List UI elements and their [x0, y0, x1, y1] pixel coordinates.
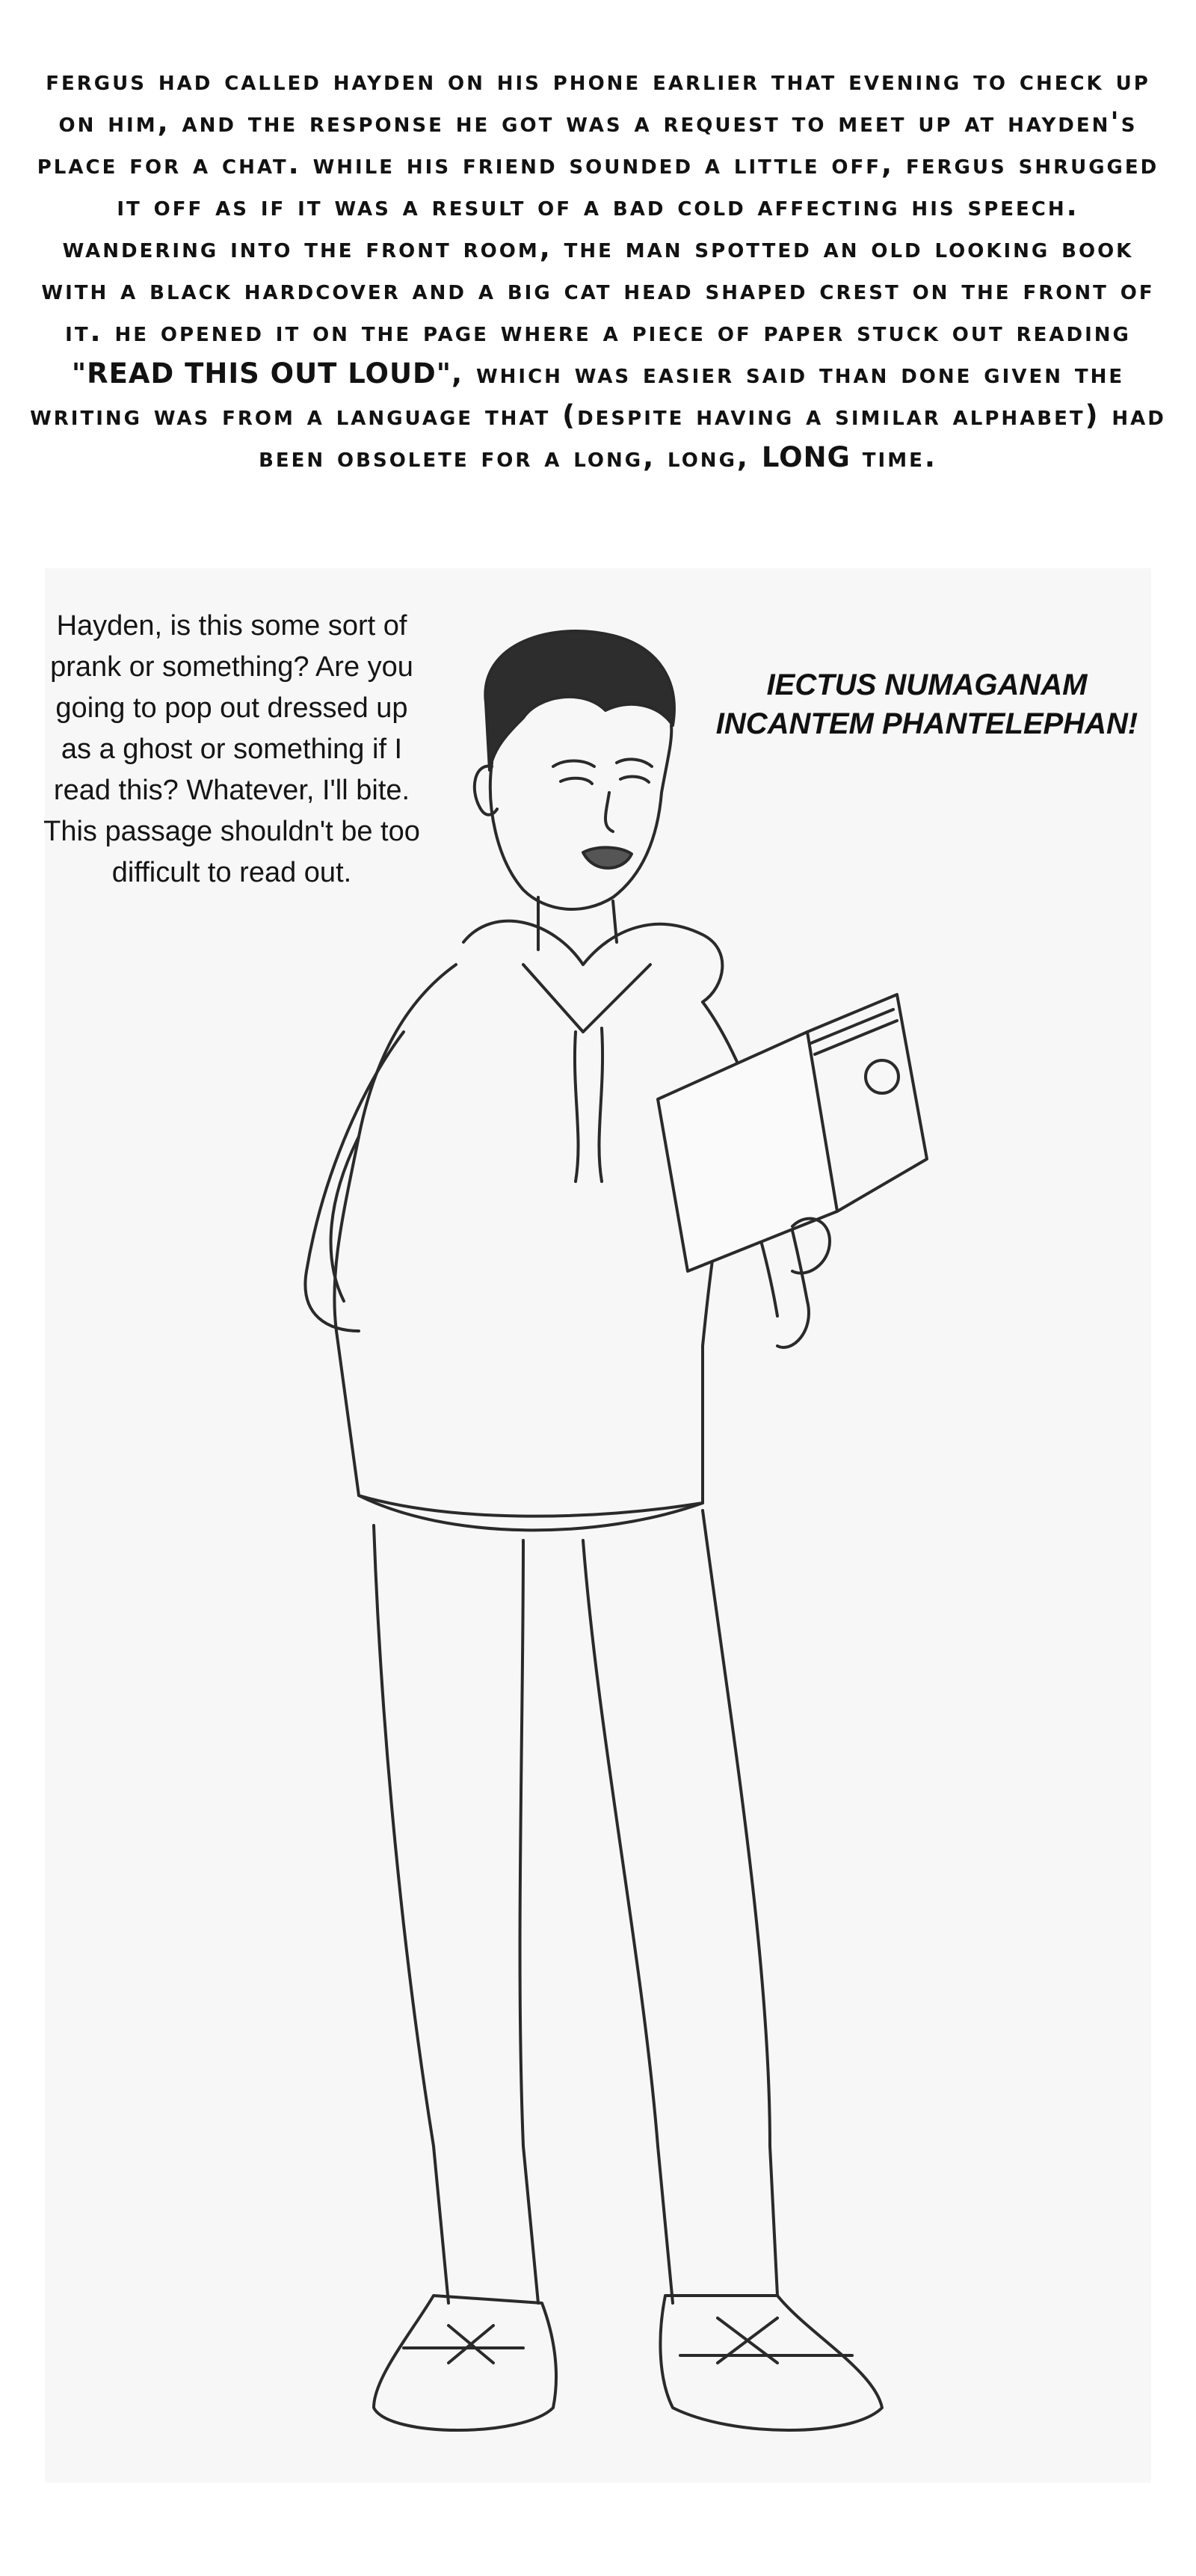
narration-caption	[30, 60, 1166, 479]
speech-dialogue: Hayden, is this some sort of prank or something? Are you going to pop out dressed up as a ghost or something if I read this? Whatever, I'll bite. This passage shouldn't be too difficult to read out.	[43, 610, 420, 888]
hair	[485, 631, 674, 770]
incantation-text	[680, 665, 1174, 743]
narration-part4: time.	[862, 441, 937, 473]
hood	[463, 921, 722, 1002]
incantation-line2: INCANTEM PHANTELEPHAN!	[715, 707, 1138, 740]
face	[490, 725, 671, 909]
narration-part2: wandering into the front room, the man spotted an old looking book with a black hardcover and a big cat head shaped crest on the front of it. he opened it on the page where a piece of paper stuck out reading	[41, 232, 1155, 348]
incantation-line1: IECTUS NUMAGANAM	[766, 668, 1088, 701]
cat-crest-icon	[866, 1060, 898, 1093]
left-leg	[374, 1525, 449, 2303]
man-reading-book-illustration	[135, 613, 1032, 2483]
narration-quote: "READ THIS OUT LOUD"	[71, 357, 452, 390]
left-arm	[305, 1032, 404, 1331]
narration-emphasis: LONG	[761, 441, 851, 473]
left-shoe	[374, 2296, 556, 2430]
open-mouth	[583, 847, 632, 867]
right-leg	[583, 1540, 673, 2303]
right-shoe	[660, 2296, 882, 2430]
narration-part1: fergus had called hayden on his phone earlier that evening to check up on him, and the response he got was a request to meet up at hayden's place for a chat. while his friend sounded a little off, fergus shrugged it off as if it was a result of a bad cold affecting his speech.	[37, 64, 1159, 222]
narration-part3: , which was easier said than done given the writing was from a language that (despite having a similar alphabet) had been obsolete for a long, long,	[30, 357, 1166, 473]
open-book	[658, 1032, 837, 1271]
